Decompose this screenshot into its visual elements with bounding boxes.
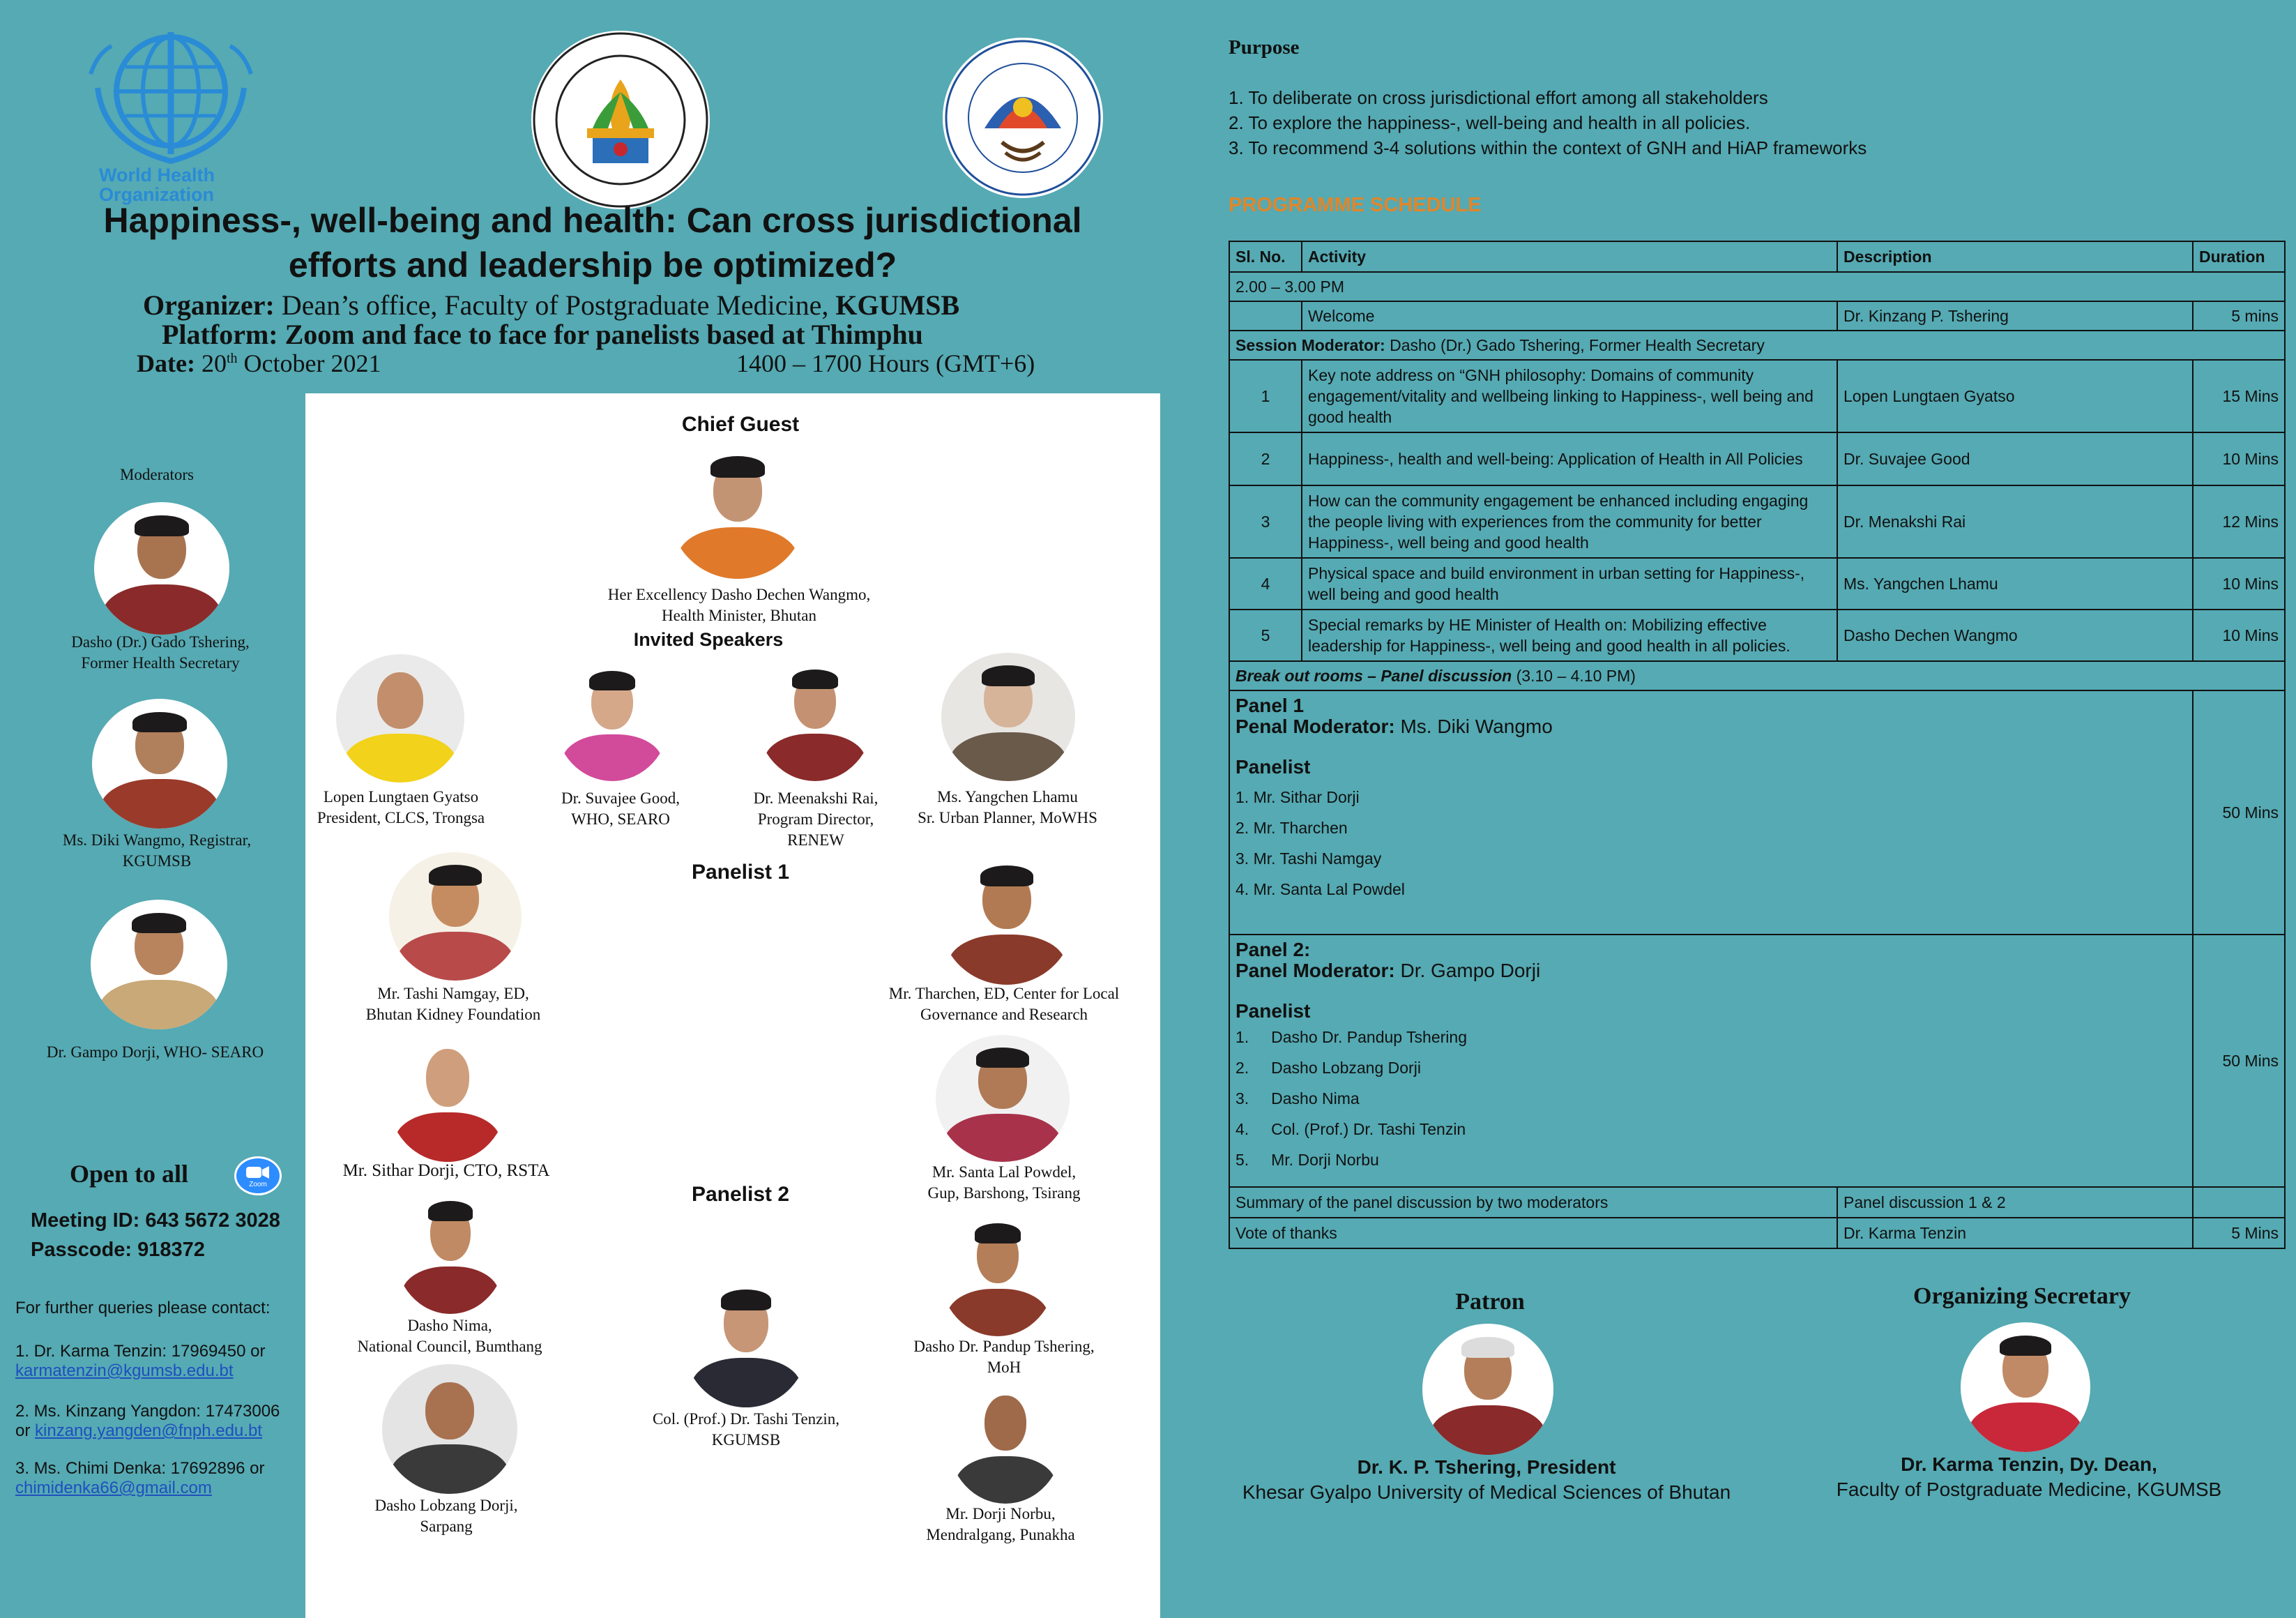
- date-day: 20: [201, 349, 227, 377]
- contact-email-3[interactable]: chimidenka66@gmail.com: [15, 1479, 212, 1497]
- table-row: [1229, 301, 2285, 331]
- panel2-caption-1: Dasho Nima, National Council, Bumthang: [357, 1317, 542, 1355]
- zoom-icon[interactable]: [234, 1156, 282, 1195]
- purpose-heading: Purpose: [1229, 36, 1300, 59]
- panelist-1-heading: Panelist 1: [691, 861, 790, 884]
- table-row: [1229, 272, 2285, 301]
- table-row: [1229, 690, 2285, 935]
- breakout-row: [1229, 661, 2285, 690]
- patron-name: Dr. K. P. Tshering, President: [1357, 1456, 1616, 1478]
- panel-2-moderator: Dr. Gampo Dorji: [1400, 960, 1541, 981]
- moderator-photo-1: [94, 502, 229, 635]
- invited-photo-2: [555, 658, 669, 781]
- passcode: Passcode: 918372: [31, 1239, 205, 1261]
- table-row: [1229, 1218, 2285, 1248]
- panel1-caption-3: Mr. Sithar Dorji, CTO, RSTA: [342, 1161, 550, 1180]
- queries-heading: For further queries please contact:: [15, 1299, 271, 1317]
- date-sup: th: [226, 351, 238, 366]
- programme-schedule-table: [1229, 241, 2286, 1249]
- panel-1-moderator: Ms. Diki Wangmo: [1400, 716, 1553, 737]
- moderator-caption-1: Dasho (Dr.) Gado Tshering, Former Health Secretary: [71, 633, 250, 672]
- contact-1: 1. Dr. Karma Tenzin: 17969450 or karmatenzin@kgumsb.edu.bt: [15, 1342, 266, 1380]
- moderator-photo-3: [91, 900, 227, 1029]
- panel-2-panelist-label: Panelist: [1236, 1000, 1311, 1022]
- panel2-caption-4: Dasho Lobzang Dorji, Sarpang: [374, 1497, 518, 1535]
- organizer-text: Dean’s office, Faculty of Postgraduate Medicine,: [281, 289, 829, 321]
- panel-1-cell: Panel 1 Penal Moderator: Ms. Diki Wangmo Panelist 1. Mr. Sithar Dorji 2. Mr. Tharchen 3. Mr. Tashi Namgay 4. Mr. Santa Lal Powdel: [1229, 690, 2193, 935]
- panel2-photo-3: [683, 1276, 809, 1407]
- col-description: Description: [1837, 241, 2193, 272]
- purpose-item-1: 1. To deliberate on cross jurisdictional effort among all stakeholders: [1229, 87, 1768, 108]
- panel2-photo-1: [395, 1188, 506, 1314]
- platform-line: [162, 318, 923, 351]
- kgumsb-seal-logo: [531, 31, 710, 209]
- invited-speakers-heading: Invited Speakers: [633, 629, 784, 650]
- table-row: [1229, 661, 2285, 690]
- vote-duration: 5 Mins: [2193, 1218, 2285, 1248]
- platform-text: Zoom and face to face for panelists based at Thimphu: [284, 319, 923, 350]
- welcome-duration: 5 mins: [2193, 301, 2285, 331]
- panel1-caption-4: Mr. Santa Lal Powdel, Gup, Barshong, Tsirang: [927, 1163, 1081, 1202]
- panel-1-panelist-label: Panelist: [1236, 756, 1311, 778]
- panel2-photo-2: [940, 1211, 1056, 1336]
- date-line: [137, 349, 381, 378]
- panelist-2-heading: Panelist 2: [691, 1183, 790, 1206]
- panel2-caption-5: Mr. Dorji Norbu, Mendralgang, Punakha: [926, 1505, 1075, 1543]
- panel2-photo-5: [948, 1378, 1063, 1504]
- meeting-id: Meeting ID: 643 5672 3028: [31, 1209, 280, 1232]
- invited-caption-1: Lopen Lungtaen Gyatso President, CLCS, Trongsa: [317, 788, 485, 826]
- purpose-list: [1229, 85, 1867, 160]
- table-row: [1229, 935, 2285, 1187]
- invited-caption-3: Dr. Meenakshi Rai, Program Director, RENEW: [753, 789, 879, 849]
- moderators-heading: Moderators: [119, 466, 195, 483]
- panel1-photo-3: [388, 1031, 508, 1162]
- invited-caption-4: Ms. Yangchen Lhamu Sr. Urban Planner, MoWHS: [918, 788, 1097, 826]
- organizing-secretary-heading: Organizing Secretary: [1913, 1283, 2131, 1309]
- panel-1-duration: 50 Mins: [2193, 690, 2285, 935]
- invited-photo-4: [941, 653, 1075, 781]
- summary-description: Panel discussion 1 & 2: [1837, 1187, 2193, 1218]
- secretary-name: Dr. Karma Tenzin, Dy. Dean,: [1901, 1453, 2157, 1475]
- panel-1-title: Panel 1: [1236, 695, 1305, 716]
- contact-email-1[interactable]: karmatenzin@kgumsb.edu.bt: [15, 1361, 234, 1380]
- faculty-seal-logo: [943, 38, 1103, 198]
- invited-caption-2: Dr. Suvajee Good, WHO, SEARO: [561, 789, 680, 828]
- who-emblem-icon: [84, 25, 258, 165]
- breakout-label: Break out rooms – Panel discussion: [1236, 667, 1512, 685]
- welcome-description: Dr. Kinzang P. Tshering: [1837, 301, 2193, 331]
- panel-2-cell: Panel 2: Panel Moderator: Dr. Gampo Dorji Panelist 1. Dasho Dr. Pandup Tshering 2. Dasho Lobzang Dorji 3. Dasho Nima 4. Col. (Prof.) Dr. Tashi Tenzin 5. Mr. Dorji Norbu: [1229, 935, 2193, 1187]
- who-logo: [84, 25, 258, 206]
- panel2-caption-3: Col. (Prof.) Dr. Tashi Tenzin, KGUMSB: [652, 1410, 840, 1449]
- session-moderator-row: [1229, 331, 2285, 360]
- programme-schedule-heading: PROGRAMME SCHEDULE: [1229, 194, 1482, 216]
- breakout-time: (3.10 – 4.10 PM): [1516, 667, 1636, 685]
- who-text-line2: Organization: [99, 184, 215, 205]
- panel2-photo-4: [382, 1364, 517, 1494]
- panel1-photo-2: [940, 852, 1074, 985]
- panel1-caption-1: Mr. Tashi Namgay, ED, Bhutan Kidney Foundation: [365, 985, 541, 1023]
- organizer-label: Organizer:: [143, 289, 275, 321]
- title-line2: efforts and leadership be optimized?: [288, 245, 897, 285]
- kgumsb-seal-icon: [531, 31, 710, 209]
- panel-2-title: Panel 2:: [1236, 939, 1311, 960]
- purpose-item-3: 3. To recommend 3-4 solutions within the context of GNH and HiAP frameworks: [1229, 137, 1867, 158]
- panel1-photo-4: [936, 1035, 1070, 1162]
- chief-guest-photo: [669, 442, 806, 579]
- organizer-bold: KGUMSB: [835, 289, 960, 321]
- date-rest: October 2021: [243, 349, 381, 377]
- session-moderator-label: Session Moderator:: [1236, 336, 1385, 354]
- panel-2-duration: 50 Mins: [2193, 935, 2285, 1187]
- table-row: 2 Happiness-, health and well-being: Application of Health in All Policies Dr. Suvajee Good 10 Mins: [1229, 432, 2285, 485]
- event-title: [70, 198, 1116, 287]
- time-row: 2.00 – 3.00 PM: [1229, 272, 2285, 301]
- moderator-photo-2: [92, 699, 227, 829]
- table-row: 1 Key note address on “GNH philosophy: Domains of community engagement/vitality and wellbeing linking to Happiness-, well being and good health Lopen Lungtaen Gyatso 15 Mins: [1229, 360, 2285, 432]
- chief-guest-caption: Her Excellency Dasho Dechen Wangmo, Health Minister, Bhutan: [607, 586, 871, 624]
- invited-photo-3: [757, 657, 873, 781]
- time-line: 1400 – 1700 Hours (GMT+6): [736, 349, 1035, 377]
- summary-activity: Summary of the panel discussion by two moderators: [1229, 1187, 1837, 1218]
- faculty-seal-icon: [943, 38, 1103, 198]
- col-sl: Sl. No.: [1229, 241, 1302, 272]
- panel1-photo-1: [389, 852, 522, 981]
- organizer-line: [143, 289, 959, 322]
- welcome-activity: Welcome: [1302, 301, 1837, 331]
- panel2-caption-2: Dasho Dr. Pandup Tshering, MoH: [913, 1338, 1095, 1376]
- table-row: 5 Special remarks by HE Minister of Health on: Mobilizing effective leadership for Happiness-, well being and good health in all policies. Dasho Dechen Wangmo 10 Mins: [1229, 610, 2285, 661]
- date-label: Date:: [137, 349, 195, 377]
- table-row: [1229, 331, 2285, 360]
- table-row: 4 Physical space and build environment in urban setting for Happiness-, well being and good health Ms. Yangchen Lhamu 10 Mins: [1229, 558, 2285, 610]
- moderator-caption-2: Ms. Diki Wangmo, Registrar, KGUMSB: [62, 831, 252, 870]
- vote-description: Dr. Karma Tenzin: [1837, 1218, 2193, 1248]
- secretary-org: Faculty of Postgraduate Medicine, KGUMSB: [1836, 1479, 2222, 1500]
- platform-label: Platform:: [162, 319, 278, 350]
- table-row: 3 How can the community engagement be enhanced including engaging the people living with experiences from the community for better Happiness-, well being and good health Dr. Menakshi Rai 12 Mins: [1229, 485, 2285, 558]
- vote-activity: Vote of thanks: [1229, 1218, 1837, 1248]
- patron-org: Khesar Gyalpo University of Medical Sciences of Bhutan: [1242, 1481, 1731, 1503]
- contact-email-2[interactable]: kinzang.yangden@fnph.edu.bt: [35, 1421, 262, 1440]
- patron-heading: Patron: [1455, 1289, 1525, 1315]
- contact-3: 3. Ms. Chimi Denka: 17692896 or chimidenka66@gmail.com: [15, 1459, 265, 1497]
- col-activity: Activity: [1302, 241, 1837, 272]
- zoom-label: Zoom: [249, 1181, 267, 1188]
- col-duration: Duration: [2193, 241, 2285, 272]
- open-to-all: Open to all: [70, 1160, 189, 1188]
- moderator-caption-3: Dr. Gampo Dorji, WHO- SEARO: [46, 1043, 264, 1061]
- secretary-photo: [1961, 1322, 2090, 1452]
- summary-duration: [2193, 1187, 2285, 1218]
- title-line1: Happiness-, well-being and health: Can cross jurisdictional: [103, 201, 1082, 240]
- who-text-line1: World Health: [99, 165, 215, 186]
- panel1-caption-2: Mr. Tharchen, ED, Center for Local Governance and Research: [888, 985, 1120, 1023]
- patron-photo: [1422, 1324, 1553, 1455]
- session-moderator-name: Dasho (Dr.) Gado Tshering, Former Health Secretary: [1390, 336, 1765, 354]
- table-row: [1229, 1187, 2285, 1218]
- table-header-row: [1229, 241, 2285, 272]
- purpose-item-2: 2. To explore the happiness-, well-being and health in all policies.: [1229, 112, 1751, 133]
- contact-2: 2. Ms. Kinzang Yangdon: 17473006 or kinzang.yangden@fnph.edu.bt: [15, 1402, 280, 1440]
- invited-photo-1: [336, 654, 464, 782]
- chief-guest-heading: Chief Guest: [681, 413, 800, 436]
